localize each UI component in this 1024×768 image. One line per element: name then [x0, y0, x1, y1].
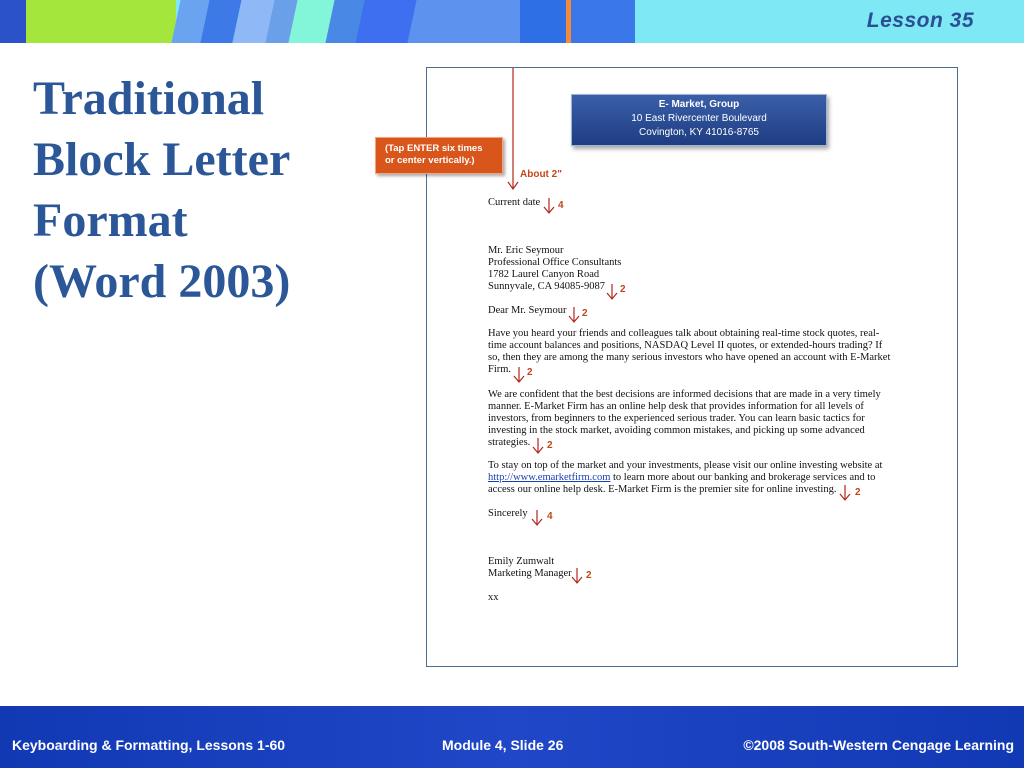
- line-count-marker: 2: [855, 487, 861, 498]
- paragraph-line: [488, 472, 898, 484]
- paragraph-line: strategies.: [488, 437, 531, 448]
- down-arrow-icon: [605, 283, 619, 301]
- down-arrow-icon: [512, 366, 526, 384]
- salutation: Dear Mr. Seymour: [488, 305, 567, 316]
- banner-stripe: [520, 0, 566, 43]
- address-line: 1782 Laurel Canyon Road: [488, 269, 600, 280]
- line-count-marker: 2: [547, 440, 553, 451]
- paragraph-line: To stay on top of the market and your investments, please visit our online investing website at: [488, 460, 883, 471]
- paragraph-line: Have you heard your friends and colleagues talk about obtaining real-time stock quotes, real-: [488, 328, 880, 339]
- down-arrow-icon: [542, 197, 556, 215]
- paragraph-text: to learn more about our banking and brokerage services and to: [610, 472, 876, 483]
- paragraph-line: Firm.: [488, 364, 512, 375]
- paragraph-line: investing in the stock market, avoiding common mistakes, and picking up some advanced: [488, 425, 865, 436]
- line-count-marker: 4: [547, 511, 553, 522]
- footer-copyright: ©2008 South-Western Cengage Learning: [743, 737, 1014, 753]
- slide-title: [33, 68, 363, 312]
- paragraph-line: time account balances and positions, NASDAQ Level II quotes, or extended-hours trading? If: [488, 340, 883, 351]
- down-arrow-icon: [570, 567, 584, 585]
- website-link[interactable]: http://www.emarketfirm.com: [488, 472, 611, 483]
- down-arrow-icon: [530, 509, 544, 527]
- letter-date: Current date: [488, 197, 541, 208]
- signer-name: Emily Zumwalt: [488, 556, 555, 567]
- title-line: Block Letter: [33, 133, 291, 186]
- reference-initials: xx: [488, 592, 499, 603]
- letterhead: [571, 94, 827, 146]
- complimentary-close: Sincerely: [488, 508, 528, 519]
- top-margin-arrow: [505, 68, 521, 192]
- about-2-inch-label: About 2": [520, 169, 562, 180]
- footer-course: Keyboarding & Formatting, Lessons 1-60: [12, 737, 286, 753]
- line-count-marker: 2: [582, 308, 588, 319]
- paragraph-line: so, then they are among the many serious investors who have opened an account with E-Market: [488, 352, 891, 363]
- paragraph-line: investors, from beginners to the experienced serious trader. You can learn basic tactics for: [488, 413, 865, 424]
- address-line: Mr. Eric Seymour: [488, 245, 564, 256]
- letterhead-company: E- Market, Group: [658, 99, 740, 110]
- down-arrow-icon: [838, 484, 852, 502]
- enter-callout: [375, 137, 503, 174]
- title-line: (Word 2003): [33, 255, 291, 308]
- paragraph-line: manner. E-Market Firm has an online help desk that provides information for all levels of: [488, 401, 864, 412]
- paragraph-line: We are confident that the best decisions are informed decisions that are made in a very timely: [488, 389, 881, 400]
- signer-title: Marketing Manager: [488, 568, 572, 579]
- letterhead-street: 10 East Rivercenter Boulevard: [631, 113, 767, 124]
- banner-stripe: [0, 0, 26, 43]
- line-count-marker: 2: [586, 570, 592, 581]
- title-line: Traditional: [33, 72, 265, 125]
- footer-slide-number: Module 4, Slide 26: [442, 737, 564, 753]
- top-banner: [0, 0, 1024, 43]
- letterhead-city: Covington, KY 41016-8765: [639, 127, 759, 138]
- banner-stripe: [407, 0, 536, 43]
- title-line: Format: [33, 194, 188, 247]
- callout-line: or center vertically.): [385, 155, 475, 166]
- address-line: Sunnyvale, CA 94085-9087: [488, 281, 605, 292]
- callout-line: (Tap ENTER six times: [385, 143, 483, 154]
- address-line: Professional Office Consultants: [488, 257, 622, 268]
- paragraph-1: [488, 328, 898, 376]
- banner-stripe: [571, 0, 635, 43]
- line-count-marker: 4: [558, 200, 564, 211]
- footer-bar: [0, 706, 1024, 768]
- down-arrow-icon: [567, 306, 581, 324]
- paragraph-3: [488, 460, 898, 496]
- line-count-marker: 2: [527, 367, 533, 378]
- lesson-label: Lesson 35: [866, 9, 974, 32]
- down-arrow-icon: [531, 437, 545, 455]
- signature-block: [488, 556, 572, 580]
- inside-address: [488, 245, 621, 293]
- line-count-marker: 2: [620, 284, 626, 295]
- paragraph-line: access our online help desk. E-Market Firm is the premier site for online investing.: [488, 484, 837, 495]
- banner-stripe: [26, 0, 176, 43]
